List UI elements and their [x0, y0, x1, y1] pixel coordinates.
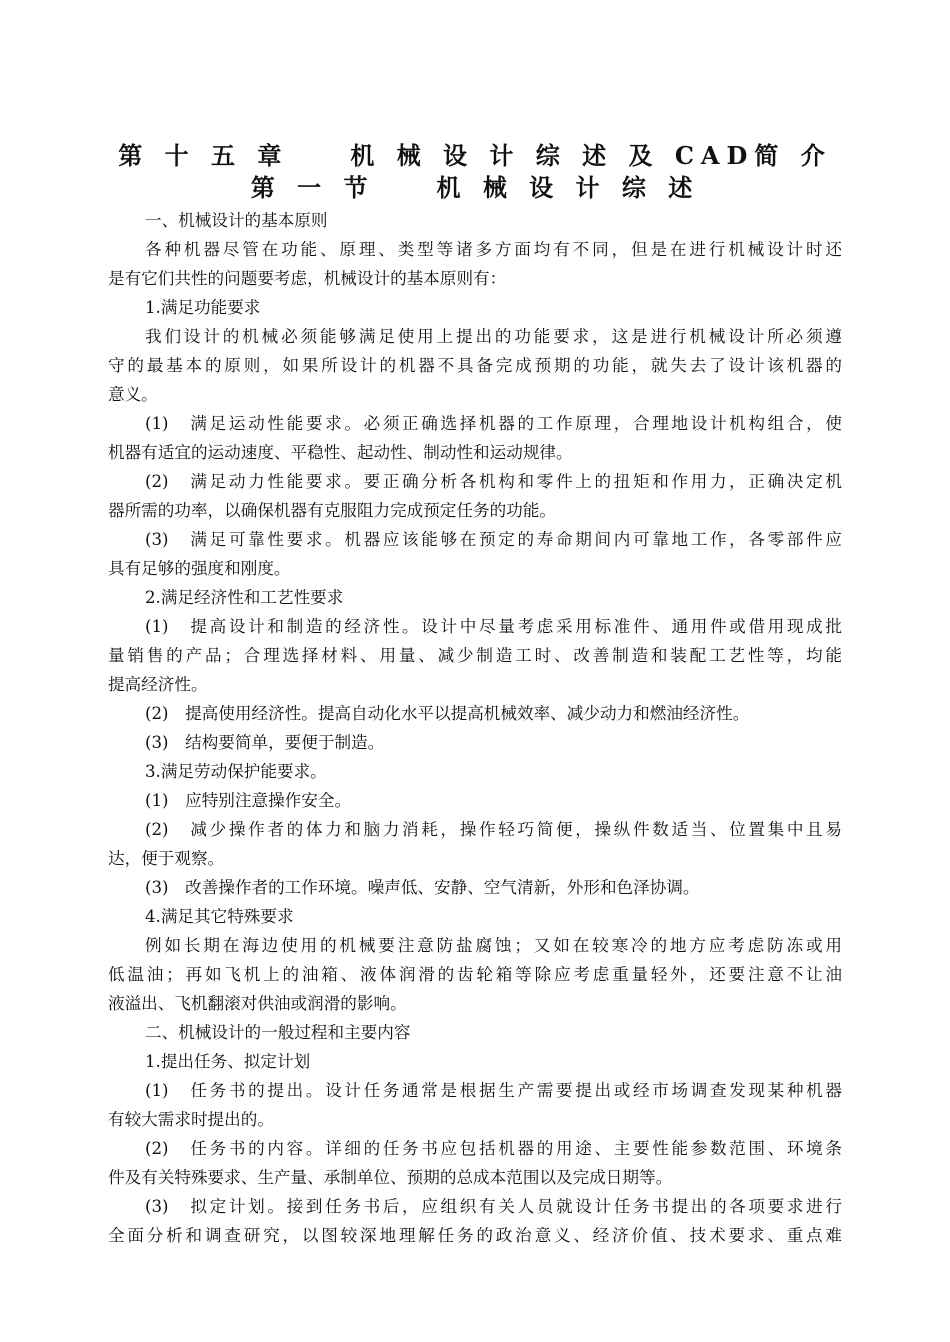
text-line: (1) 提高设计和制造的经济性。设计中尽量考虑采用标准件、通用件或借用现成批 — [145, 617, 842, 636]
text-line: (1) 任务书的提出。设计任务通常是根据生产需要提出或经市场调查发现某种机器 — [145, 1081, 842, 1100]
text-line: 守的最基本的原则，如果所设计的机器不具备完成预期的功能，就失去了设计该机器的 — [108, 356, 842, 375]
text-line: (1) 满足运动性能要求。必须正确选择机器的工作原理，合理地设计机构组合，使 — [145, 414, 842, 433]
text-line: (3) 满足可靠性要求。机器应该能够在预定的寿命期间内可靠地工作，各零部件应 — [145, 530, 842, 549]
text-line: 有较大需求时提出的。 — [108, 1110, 274, 1129]
chapter-title: 第 十 五 章 机 械 设 计 综 述 及 CAD简 介 — [118, 141, 832, 170]
text-line: 2.满足经济性和工艺性要求 — [145, 588, 344, 607]
text-line: 量销售的产品；合理选择材料、用量、减少制造工时、改善制造和装配工艺性等，均能 — [108, 646, 842, 665]
section-title: 第 一 节 机 械 设 计 综 述 — [250, 173, 700, 202]
text-line: 件及有关特殊要求、生产量、承制单位、预期的总成本范围以及完成日期等。 — [108, 1168, 673, 1187]
text-line: 一、机械设计的基本原则 — [145, 211, 328, 230]
text-line: (3) 拟定计划。接到任务书后，应组织有关人员就设计任务书提出的各项要求进行 — [145, 1197, 842, 1216]
text-line: 例如长期在海边使用的机械要注意防盐腐蚀；又如在较寒冷的地方应考虑防冻或用 — [145, 936, 842, 955]
text-line: (2) 满足动力性能要求。要正确分析各机构和零件上的扭矩和作用力，正确决定机 — [145, 472, 842, 491]
text-line: (3) 结构要简单，要便于制造。 — [145, 733, 385, 752]
text-line: (2) 减少操作者的体力和脑力消耗，操作轻巧简便，操纵件数适当、位置集中且易 — [145, 820, 842, 839]
text-line: 提高经济性。 — [108, 675, 208, 694]
text-line: 具有足够的强度和刚度。 — [108, 559, 291, 578]
text-line: 4.满足其它特殊要求 — [145, 907, 294, 926]
text-line: 液溢出、飞机翻滚对供油或润滑的影响。 — [108, 994, 407, 1013]
text-line: 是有它们共性的问题要考虑，机械设计的基本原则有： — [108, 269, 507, 288]
text-line: 1.满足功能要求 — [145, 298, 261, 317]
text-line: (2) 任务书的内容。详细的任务书应包括机器的用途、主要性能参数范围、环境条 — [145, 1139, 842, 1158]
text-line: 达，便于观察。 — [108, 849, 225, 868]
text-line: 二、机械设计的一般过程和主要内容 — [145, 1023, 411, 1042]
text-line: (3) 改善操作者的工作环境。噪声低、安静、空气清新，外形和色泽协调。 — [145, 878, 700, 897]
text-line: 3.满足劳动保护能要求。 — [145, 762, 327, 781]
text-line: 1.提出任务、拟定计划 — [145, 1052, 311, 1071]
text-line: 机器有适宜的运动速度、平稳性、起动性、制动性和运动规律。 — [108, 443, 573, 462]
body-text — [108, 206, 842, 1250]
document-page — [108, 136, 842, 1250]
text-line: 各种机器尽管在功能、原理、类型等诸多方面均有不同，但是在进行机械设计时还 — [145, 240, 842, 259]
text-line: 器所需的功率，以确保机器有克服阻力完成预定任务的功能。 — [108, 501, 557, 520]
text-line: 低温油；再如飞机上的油箱、液体润滑的齿轮箱等除应考虑重量轻外，还要注意不让油 — [108, 965, 842, 984]
text-line: (2) 提高使用经济性。提高自动化水平以提高机械效率、减少动力和燃油经济性。 — [145, 704, 750, 723]
text-line: (1) 应特别注意操作安全。 — [145, 791, 352, 810]
text-line: 全面分析和调查研究，以图较深地理解任务的政治意义、经济价值、技术要求、重点难 — [108, 1226, 842, 1245]
text-line: 我们设计的机械必须能够满足使用上提出的功能要求，这是进行机械设计所必须遵 — [145, 327, 842, 346]
text-line: 意义。 — [108, 385, 158, 404]
